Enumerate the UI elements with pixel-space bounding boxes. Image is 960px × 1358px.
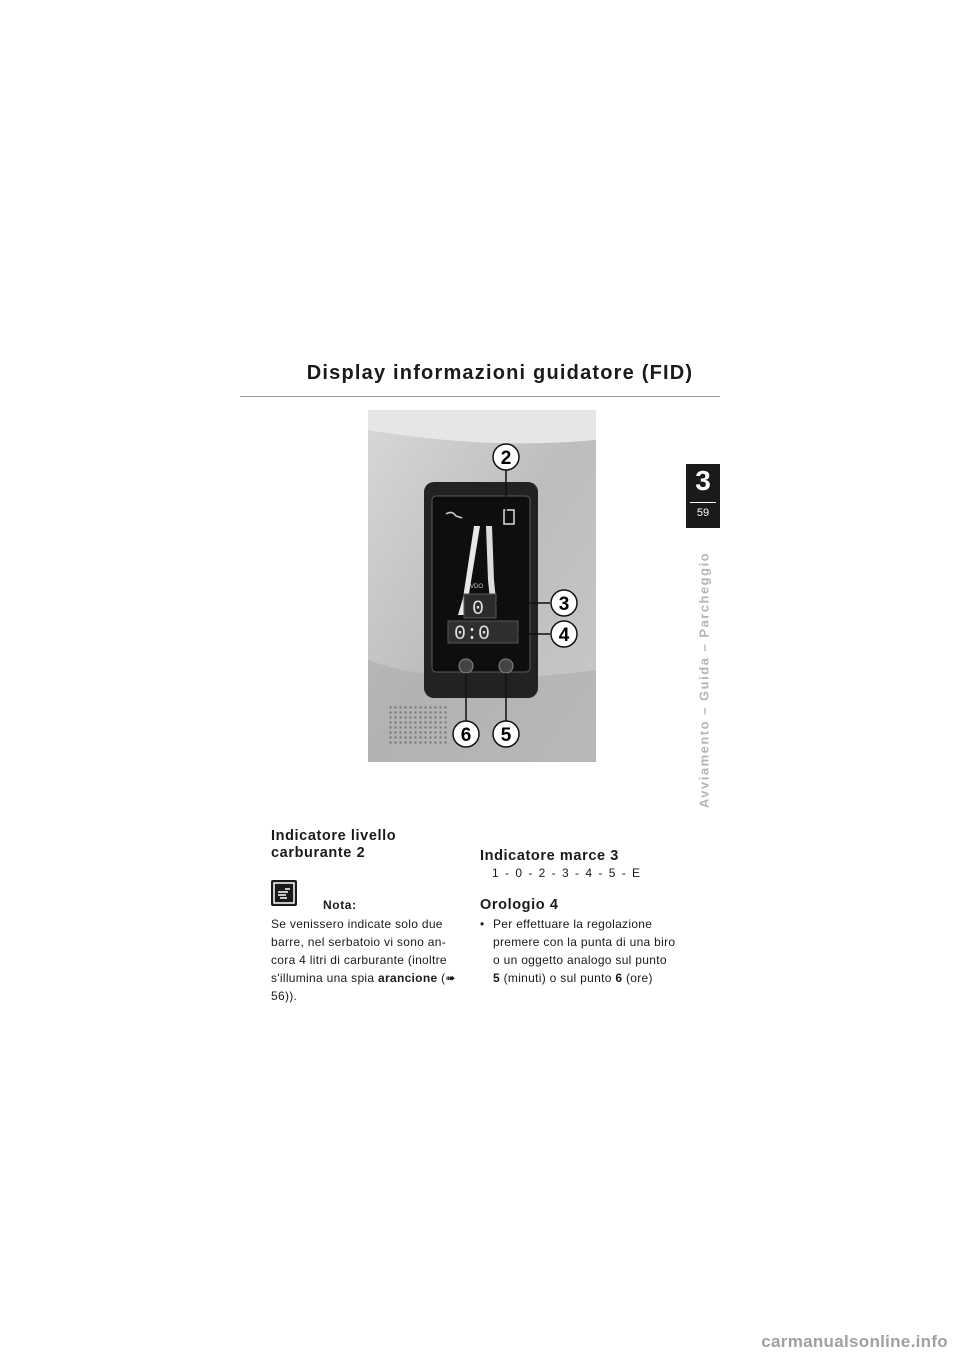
callout-5: [493, 721, 519, 747]
gear-sequence: 1 - 0 - 2 - 3 - 4 - 5 - E: [492, 866, 642, 880]
brand-text: VDO: [470, 584, 484, 590]
svg-text:3: 3: [558, 594, 570, 615]
clock-bold-2: 6: [615, 971, 623, 985]
note-text-bold: arancione: [378, 971, 438, 985]
callout-2: [493, 444, 519, 470]
callout-6: [453, 721, 479, 747]
gear-heading: Indicatore marce 3: [480, 848, 619, 864]
section-label: [694, 550, 714, 810]
clock-digits: 0:0: [454, 623, 491, 646]
callout-4: [551, 621, 577, 647]
clock-heading: Orologio 4: [480, 897, 559, 913]
fid-photo: [368, 410, 596, 762]
clock-bold-1: 5: [493, 971, 500, 985]
clock-text-2: (minuti) o sul punto: [503, 971, 612, 985]
svg-text:4: 4: [558, 625, 570, 646]
speaker-grille: [388, 705, 448, 745]
note-hand-icon: [271, 880, 297, 906]
svg-text:2: 2: [500, 448, 512, 469]
note-text-ref: (➠ 56)).: [271, 971, 456, 1003]
page-title: Display informazioni guidatore (FID): [306, 362, 694, 384]
svg-text:5: 5: [500, 725, 512, 746]
clock-text-1: Per effettuare la regolazione premere con la punta di una biro o un oggetto analogo sul punto: [493, 917, 676, 967]
minutes-button: [499, 659, 513, 673]
note-label: Nota:: [323, 898, 357, 912]
footer-watermark: carmanualsonline.info: [761, 1332, 948, 1351]
section-label-text: Avviamento – Guida – Parcheggio: [696, 551, 712, 809]
clock-text-3: (ore): [625, 971, 653, 985]
chapter-tab: [686, 464, 720, 528]
svg-text:6: 6: [460, 725, 472, 746]
page-number: 59: [690, 502, 716, 520]
note-text-main: Se venissero indicate solo due barre, nel serbatoio vi sono an-cora 4 litri di carburante (inoltre s'illumina una spia: [271, 917, 447, 985]
chapter-number: 3: [695, 465, 711, 496]
callout-3: [551, 590, 577, 616]
hours-button: [459, 659, 473, 673]
bullet-icon: •: [480, 917, 485, 931]
clock-instruction: [480, 915, 676, 987]
fuel-heading: Indicatore livello carburante 2: [271, 828, 397, 861]
note-text: [271, 915, 466, 1005]
fid-illustration: [368, 410, 596, 762]
title-divider: [240, 396, 720, 397]
gear-digit: 0: [472, 598, 485, 621]
